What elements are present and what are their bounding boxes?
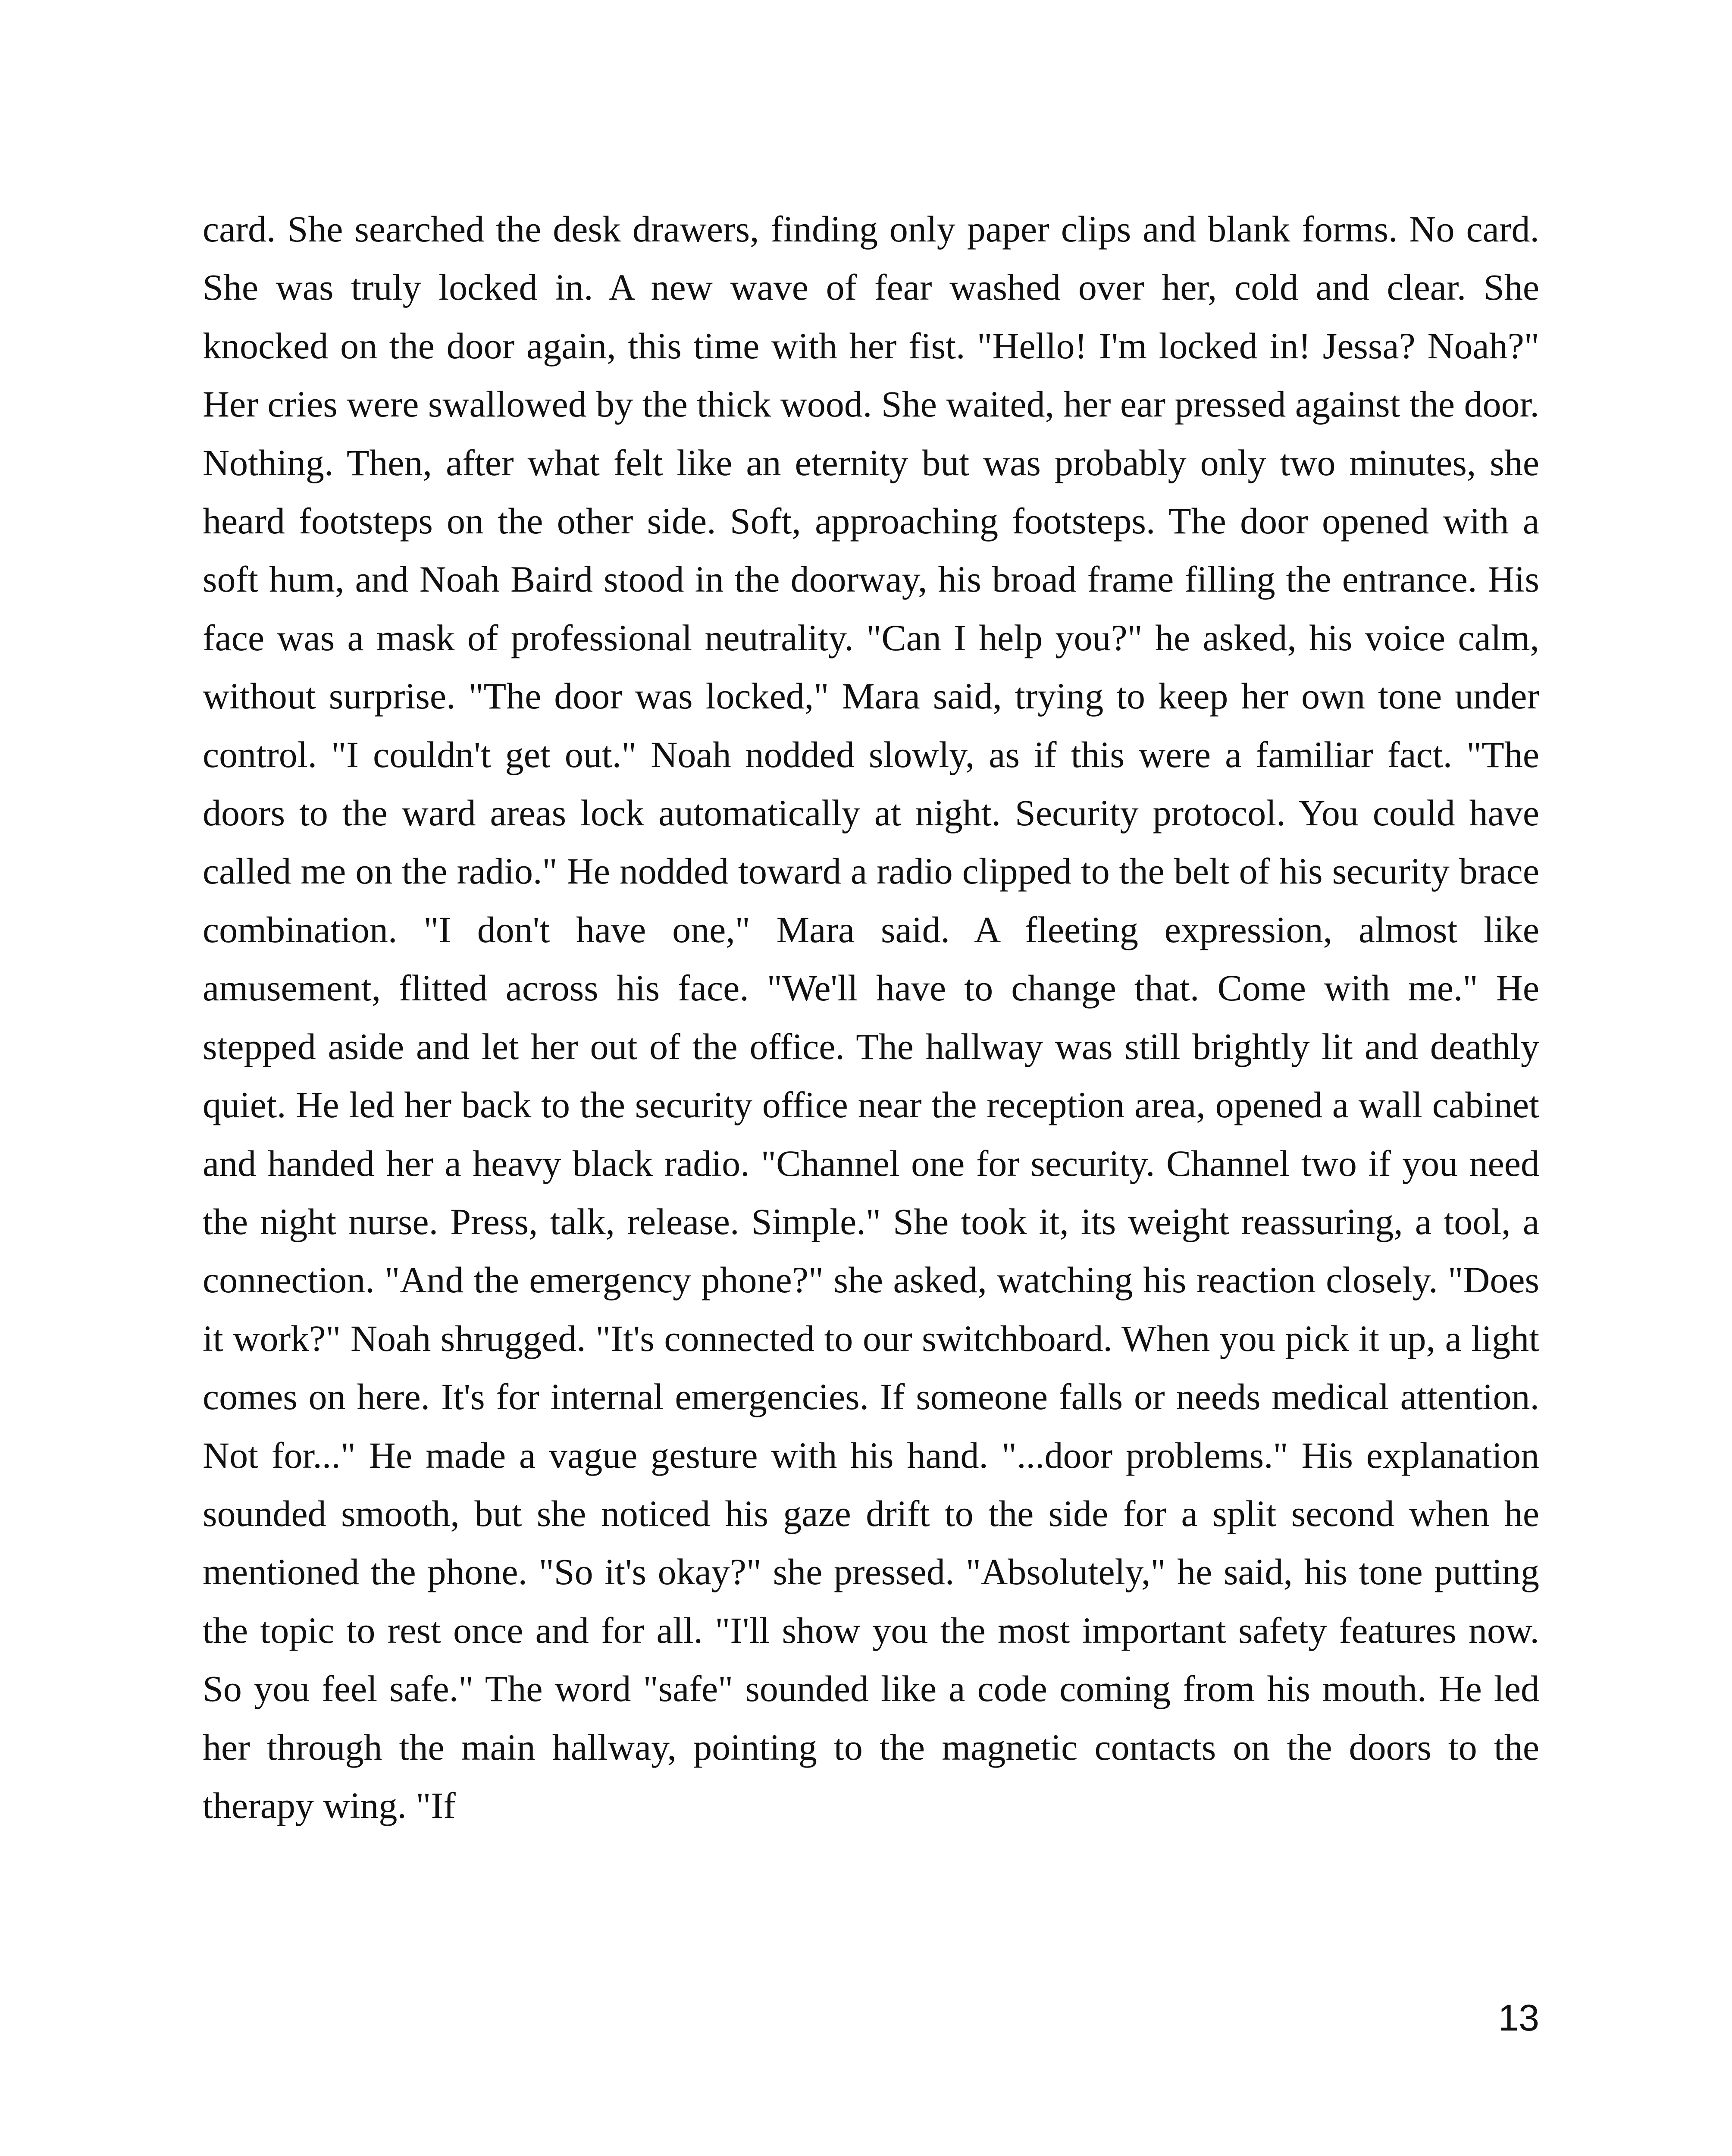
- body-paragraph: card. She searched the desk drawers, finding only paper clips and blank forms. No card. She was truly locked in. A new wave of fear washed over her, cold and clear. She knocked on the door again, this time with her fist. "Hello! I'm locked in! Jessa? Noah?" Her cries were swallowed by the thick wood. She waited, her ear pressed against the door. Nothing. Then, after what felt like an eternity but was probably only two minutes, she heard footsteps on the other side. Soft, approaching footsteps. The door opened with a soft hum, and Noah Baird stood in the doorway, his broad frame filling the entrance. His face was a mask of professional neutrality. "Can I help you?" he asked, his voice calm, without surprise. "The door was locked," Mara said, trying to keep her own tone under control. "I couldn't get out." Noah nodded slowly, as if this were a familiar fact. "The doors to the ward areas lock automatically at night. Security protocol. You could have called me on the radio." He nodded toward a radio clipped to the belt of his security brace combination. "I don't have one," Mara said. A fleeting expression, almost like amusement, flitted across his face. "We'll have to change that. Come with me." He stepped aside and let her out of the office. The hallway was still brightly lit and deathly quiet. He led her back to the security office near the reception area, opened a wall cabinet and handed her a heavy black radio. "Channel one for security. Channel two if you need the night nurse. Press, talk, release. Simple." She took it, its weight reassuring, a tool, a connection. "And the emergency phone?" she asked, watching his reaction closely. "Does it work?" Noah shrugged. "It's connected to our switchboard. When you pick it up, a light comes on here. It's for internal emergencies. If someone falls or needs medical attention. Not for..." He made a vague gesture with his hand. "...door problems." His explanation sounded smooth, but she noticed his gaze drift to the side for a split second when he mentioned the phone. "So it's okay?" she pressed. "Absolutely," he said, his tone putting the topic to rest once and for all. "I'll show you the most important safety features now. So you feel safe." The word "safe" sounded like a code coming from his mouth. He led her through the main hallway, pointing to the magnetic contacts on the doors to the therapy wing. "If: [203, 208, 1539, 1826]
- page-number: 13: [1498, 1997, 1539, 2039]
